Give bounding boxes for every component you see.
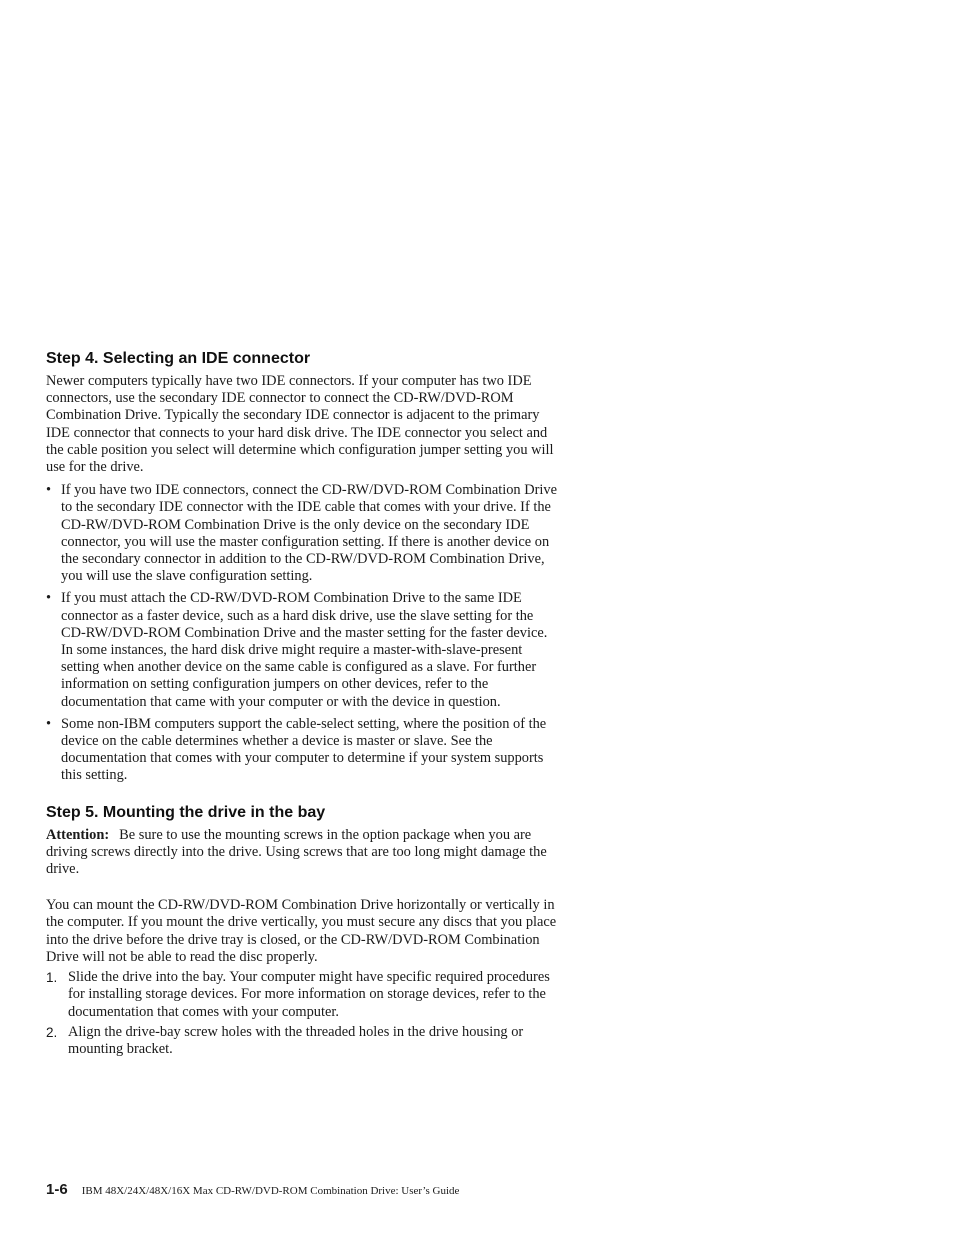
list-item (46, 590, 558, 710)
page-content (46, 349, 558, 1061)
section-5-paragraph: You can mount the CD-RW/DVD-ROM Combination Drive horizontally or vertically in the computer. If you mount the drive vertically, you must secure any discs that you place into the drive before the drive tray is closed, or the CD-RW/DVD-ROM Combination Drive will not be able to read the disc properly. (46, 897, 557, 965)
list-item-text: If you must attach the CD-RW/DVD-ROM Combination Drive to the same IDE connector as a faster device, such as a hard disk drive, use the slave setting for the CD-RW/DVD-ROM Combination Drive and the master setting for the faster device. In some instances, the hard disk drive might require a master-with-slave-present setting when another device on the same cable is configured as a slave. For further information on setting configuration jumpers on other devices, refer to the documentation that came with your computer or with the device in question. (61, 590, 548, 710)
attention-note (46, 827, 558, 879)
step-number: 1. (46, 970, 58, 986)
list-item (46, 716, 558, 785)
attention-text: Be sure to use the mounting screws in the option package when you are driving screws directly into the drive. Using screws that are too long might damage the drive. (46, 826, 547, 878)
section-heading-step-4: Step 4. Selecting an IDE connector (46, 350, 311, 367)
list-item (46, 482, 558, 585)
step-number: 2. (46, 1024, 58, 1040)
step-text: Align the drive-bay screw holes with the threaded holes in the drive housing or mounting bracket. (68, 1023, 524, 1057)
bullet-icon: • (46, 715, 52, 732)
bullet-icon: • (46, 482, 52, 499)
page-footer (46, 1181, 459, 1199)
list-item-text: If you have two IDE connectors, connect the CD-RW/DVD-ROM Combination Drive to the secondary IDE connector with the IDE cable that comes with your drive. If the CD-RW/DVD-ROM Combination Drive is the only device on the secondary IDE connector, you will use the master configuration setting. If there is another device on the secondary connector in addition to the CD-RW/DVD-ROM Combination Drive, you will use the slave configuration setting. (61, 482, 557, 585)
bullet-icon: • (46, 590, 52, 607)
list-item (46, 1024, 558, 1058)
list-item-text: Some non-IBM computers support the cable-select setting, where the position of the device on the cable determines whether a device is master or slave. See the documentation that comes with your computer to determine if your system supports this setting. (61, 715, 547, 784)
document-title: IBM 48X/24X/48X/16X Max CD-RW/DVD-ROM Combination Drive: User’s Guide (81, 1185, 460, 1197)
step-text: Slide the drive into the bay. Your computer might have specific required procedures for installing storage devices. For more information on storage devices, refer to the documentation that comes with your computer. (68, 969, 550, 1020)
list-item (46, 969, 558, 1021)
attention-label: Attention: (46, 826, 110, 843)
page-number: 1-6 (46, 1181, 68, 1198)
section-4-intro-paragraph: Newer computers typically have two IDE connectors. If your computer has two IDE connectors, use the secondary IDE connector to connect the CD-RW/DVD-ROM Combination Drive. Typically the secondary IDE connector is adjacent to the primary IDE connector that connects to your hard disk drive. The IDE connector you select and the cable position you select will determine which configuration jumper setting you will use for the drive. (46, 373, 554, 476)
section-5-numbered-list (46, 969, 558, 1058)
section-4-bullet-list (46, 482, 558, 784)
section-heading-step-5: Step 5. Mounting the drive in the bay (46, 803, 326, 821)
